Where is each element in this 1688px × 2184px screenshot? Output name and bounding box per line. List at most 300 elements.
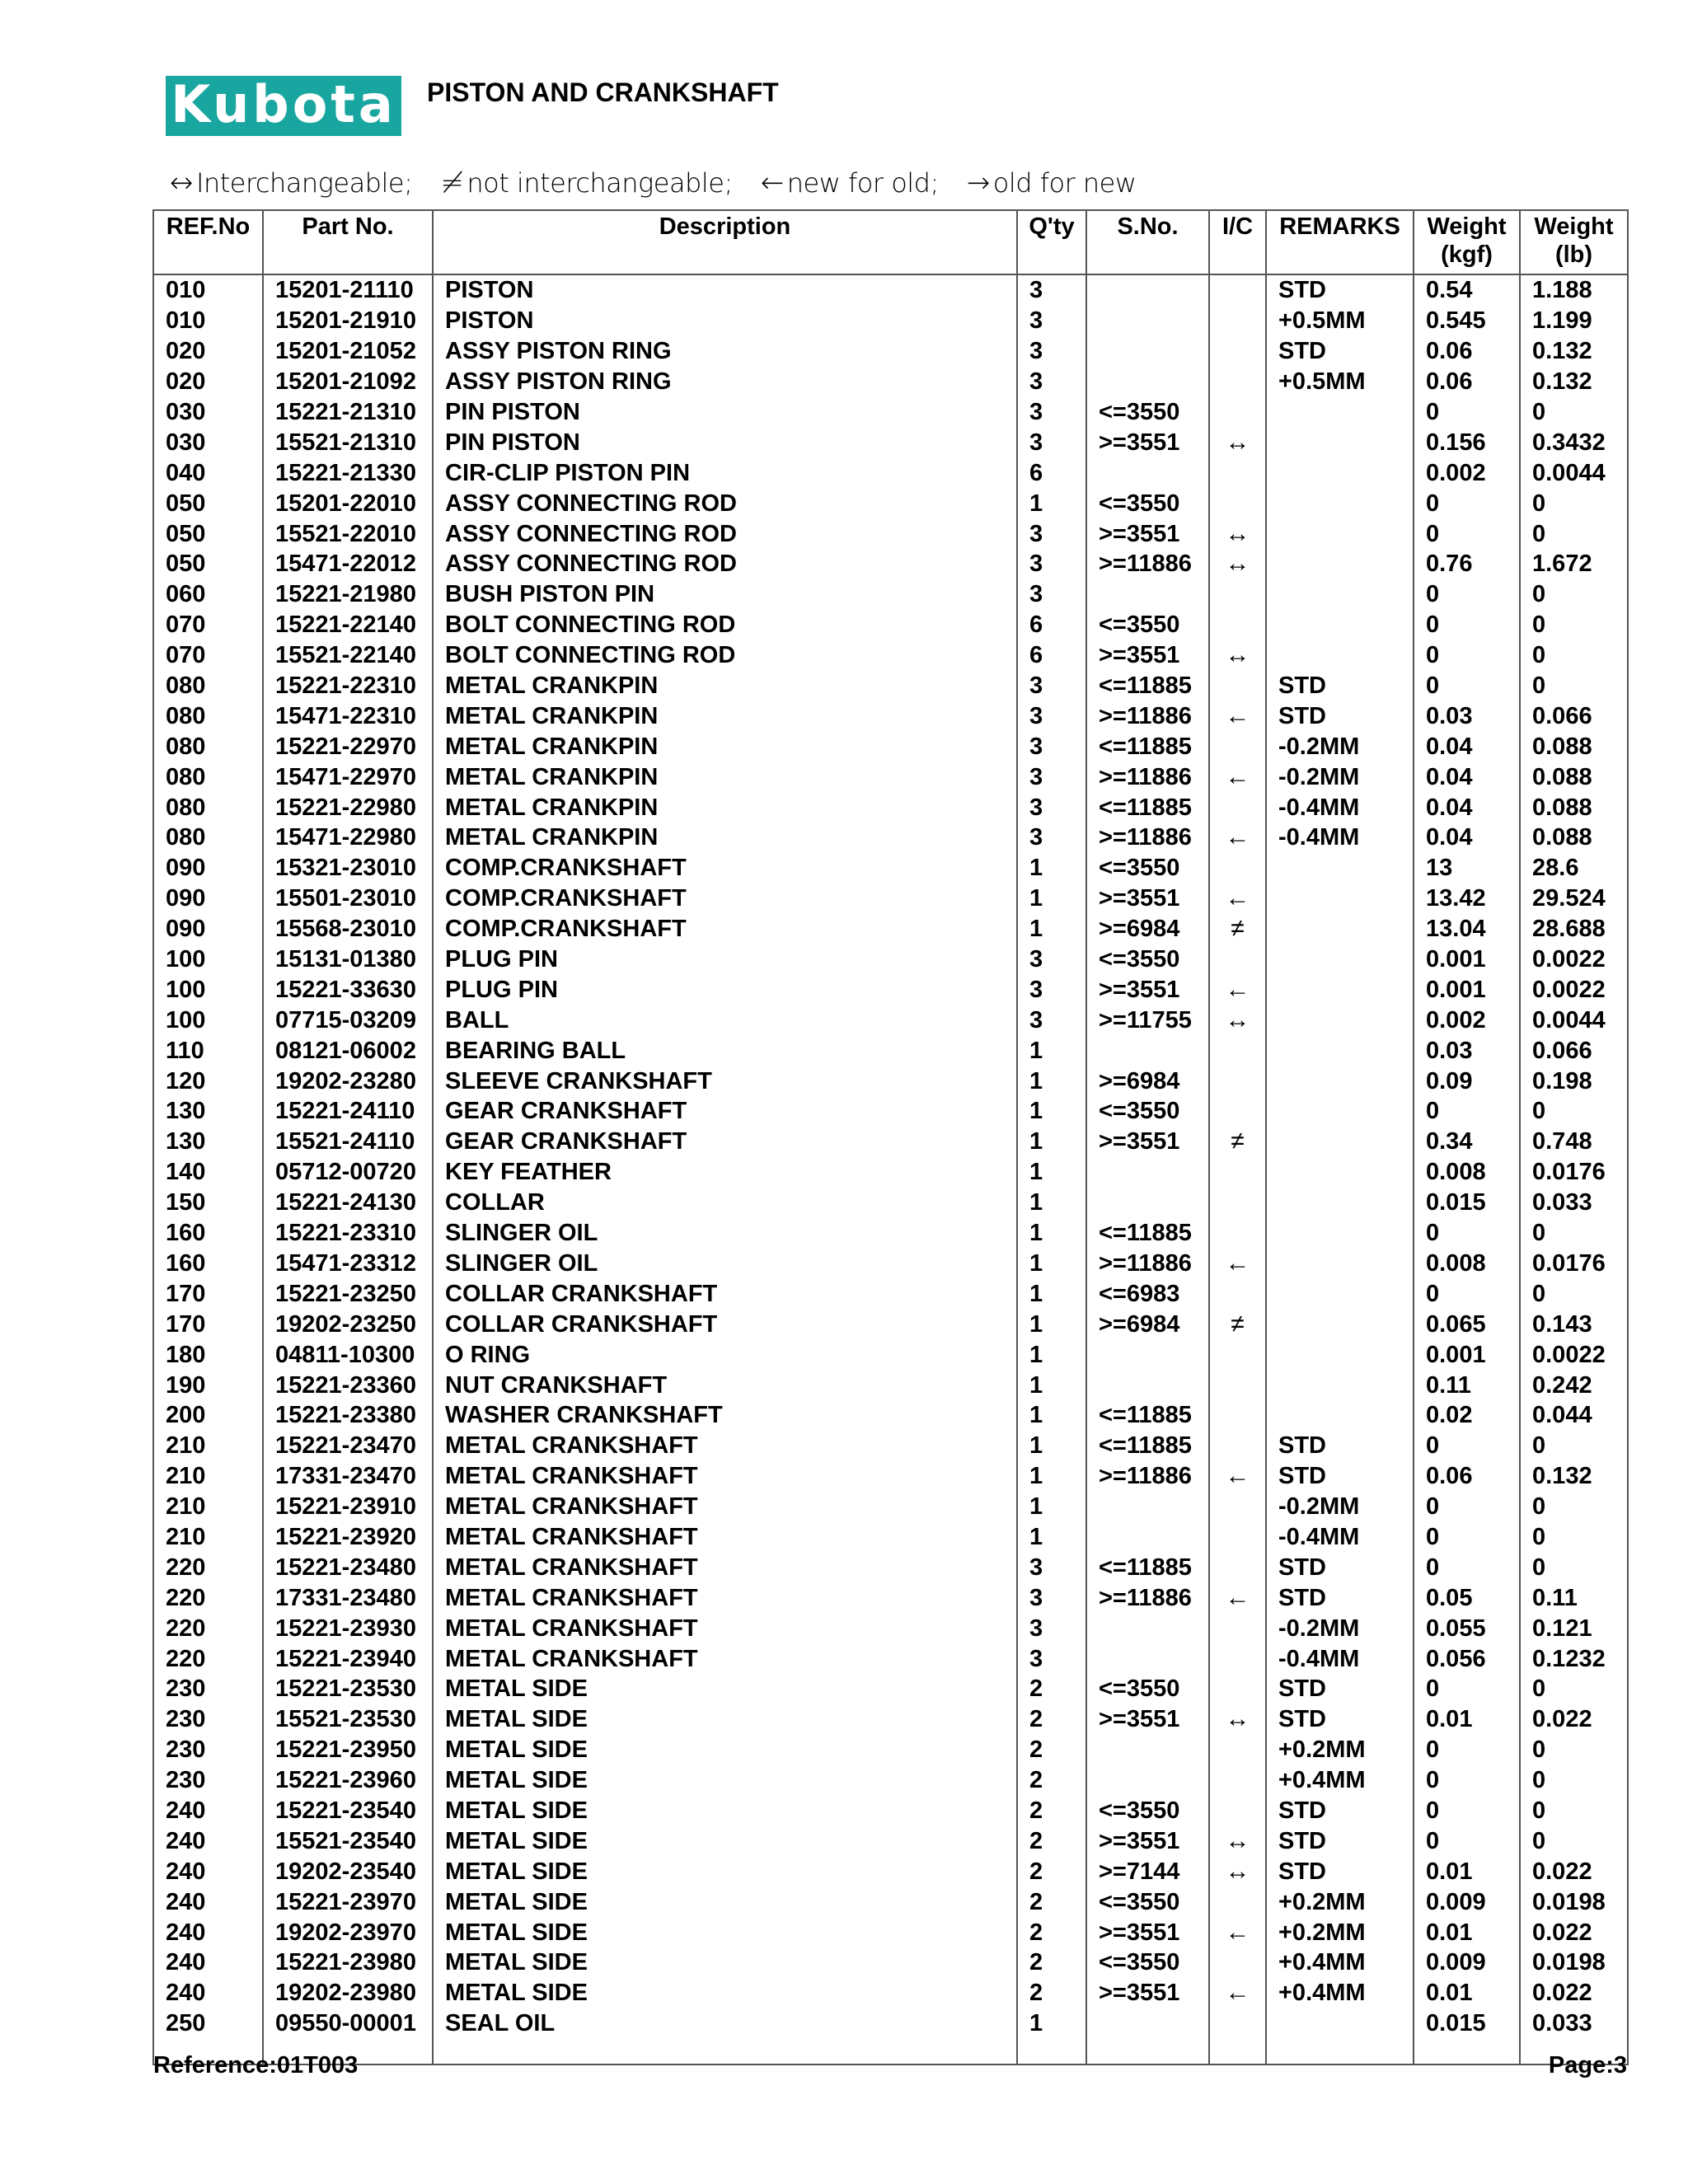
cell-weight-lb: 0	[1520, 1825, 1628, 1856]
cell-weight-lb: 0.3432	[1520, 427, 1628, 457]
cell-qty: 1	[1017, 1370, 1086, 1400]
cell-ref-no: 090	[153, 883, 263, 914]
cell-remarks	[1266, 579, 1414, 610]
cell-remarks: -0.4MM	[1266, 1643, 1414, 1674]
cell-part-no: 15221-22980	[263, 792, 433, 823]
table-row	[153, 518, 1628, 549]
cell-serial-no: >=11886	[1086, 549, 1209, 579]
cell-weight-kgf: 0.01	[1414, 1856, 1520, 1886]
cell-part-no: 15131-01380	[263, 944, 433, 975]
cell-description: GEAR CRANKSHAFT	[433, 1127, 1017, 1157]
cell-qty: 2	[1017, 1886, 1086, 1917]
cell-part-no: 15201-22010	[263, 488, 433, 518]
cell-ref-no: 100	[153, 974, 263, 1005]
cell-qty: 3	[1017, 762, 1086, 792]
cell-remarks: STD	[1266, 701, 1414, 731]
cell-ic	[1209, 579, 1266, 610]
cell-qty: 2	[1017, 1674, 1086, 1704]
table-row	[153, 1035, 1628, 1066]
cell-serial-no: >=3551	[1086, 1917, 1209, 1947]
cell-qty: 1	[1017, 1066, 1086, 1096]
cell-part-no: 19202-23280	[263, 1066, 433, 1096]
cell-ic: ←	[1209, 1917, 1266, 1947]
cell-serial-no: >=11886	[1086, 823, 1209, 853]
cell-remarks: +0.5MM	[1266, 367, 1414, 397]
table-row	[153, 1917, 1628, 1947]
table-row	[153, 1735, 1628, 1765]
cell-weight-lb: 0	[1520, 488, 1628, 518]
cell-description: BUSH PISTON PIN	[433, 579, 1017, 610]
cell-ic	[1209, 1278, 1266, 1309]
cell-ref-no: 130	[153, 1096, 263, 1127]
cell-remarks: +0.5MM	[1266, 306, 1414, 336]
cell-weight-lb: 0	[1520, 671, 1628, 701]
cell-ref-no: 240	[153, 1825, 263, 1856]
cell-ic	[1209, 1157, 1266, 1188]
table-row	[153, 1278, 1628, 1309]
cell-ref-no: 160	[153, 1218, 263, 1249]
cell-part-no: 09550-00001	[263, 2008, 433, 2039]
cell-weight-kgf: 0.04	[1414, 731, 1520, 762]
cell-weight-kgf: 0.015	[1414, 2008, 1520, 2039]
cell-description: GEAR CRANKSHAFT	[433, 1096, 1017, 1127]
cell-part-no: 15221-23980	[263, 1947, 433, 1978]
cell-part-no: 15221-24110	[263, 1096, 433, 1127]
cell-part-no: 07715-03209	[263, 1005, 433, 1035]
filler-cell	[1209, 2039, 1266, 2064]
cell-ref-no: 070	[153, 640, 263, 671]
cell-serial-no: <=3550	[1086, 1886, 1209, 1917]
cell-weight-lb: 0	[1520, 1218, 1628, 1249]
cell-description: METAL SIDE	[433, 1765, 1017, 1796]
cell-part-no: 15221-22310	[263, 671, 433, 701]
cell-remarks	[1266, 853, 1414, 883]
cell-weight-lb: 0.066	[1520, 701, 1628, 731]
cell-ic: ↔	[1209, 1704, 1266, 1735]
cell-ref-no: 100	[153, 944, 263, 975]
cell-weight-kgf: 0.009	[1414, 1947, 1520, 1978]
cell-qty: 3	[1017, 731, 1086, 762]
table-row	[153, 1856, 1628, 1886]
cell-weight-kgf: 0.76	[1414, 549, 1520, 579]
cell-weight-lb: 0.088	[1520, 762, 1628, 792]
cell-description: METAL SIDE	[433, 1796, 1017, 1826]
cell-part-no: 15521-23530	[263, 1704, 433, 1735]
table-row	[153, 1005, 1628, 1035]
cell-ref-no: 130	[153, 1127, 263, 1157]
cell-remarks	[1266, 1278, 1414, 1309]
column-header-ic: I/C	[1209, 210, 1266, 274]
cell-part-no: 15221-23480	[263, 1552, 433, 1582]
cell-part-no: 15221-23920	[263, 1522, 433, 1553]
cell-weight-lb: 0	[1520, 1431, 1628, 1461]
cell-ref-no: 230	[153, 1765, 263, 1796]
cell-weight-lb: 0.088	[1520, 731, 1628, 762]
cell-ic	[1209, 1492, 1266, 1522]
cell-qty: 1	[1017, 1218, 1086, 1249]
table-filler-row	[153, 2039, 1628, 2064]
cell-ref-no: 080	[153, 701, 263, 731]
cell-weight-lb: 0.1232	[1520, 1643, 1628, 1674]
cell-remarks	[1266, 1218, 1414, 1249]
cell-ic: ↔	[1209, 549, 1266, 579]
cell-ic: ↔	[1209, 1856, 1266, 1886]
cell-description: PLUG PIN	[433, 974, 1017, 1005]
cell-serial-no	[1086, 367, 1209, 397]
cell-part-no: 15521-21310	[263, 427, 433, 457]
cell-qty: 3	[1017, 1613, 1086, 1643]
cell-ref-no: 160	[153, 1249, 263, 1279]
cell-ic	[1209, 1370, 1266, 1400]
cell-remarks	[1266, 944, 1414, 975]
cell-weight-kgf: 0.03	[1414, 701, 1520, 731]
cell-weight-kgf: 0.156	[1414, 427, 1520, 457]
cell-ic	[1209, 274, 1266, 306]
cell-ref-no: 120	[153, 1066, 263, 1096]
cell-ic	[1209, 1218, 1266, 1249]
cell-qty: 1	[1017, 853, 1086, 883]
table-row	[153, 1947, 1628, 1978]
cell-weight-kgf: 0.06	[1414, 1461, 1520, 1492]
cell-remarks	[1266, 914, 1414, 944]
cell-part-no: 15521-22010	[263, 518, 433, 549]
cell-remarks	[1266, 1339, 1414, 1370]
table-row	[153, 336, 1628, 367]
cell-part-no: 15521-22140	[263, 640, 433, 671]
cell-weight-lb: 0	[1520, 640, 1628, 671]
cell-remarks	[1266, 1066, 1414, 1096]
cell-weight-lb: 0.0044	[1520, 1005, 1628, 1035]
cell-qty: 2	[1017, 1978, 1086, 2008]
cell-ref-no: 080	[153, 792, 263, 823]
cell-serial-no: <=11885	[1086, 1218, 1209, 1249]
cell-serial-no: >=11886	[1086, 762, 1209, 792]
cell-weight-kgf: 0.008	[1414, 1249, 1520, 1279]
cell-part-no: 15201-21092	[263, 367, 433, 397]
cell-description: PLUG PIN	[433, 944, 1017, 975]
cell-qty: 1	[1017, 1096, 1086, 1127]
cell-description: METAL CRANKPIN	[433, 701, 1017, 731]
cell-qty: 3	[1017, 274, 1086, 306]
cell-serial-no	[1086, 1370, 1209, 1400]
cell-ic	[1209, 397, 1266, 428]
cell-ic: ↔	[1209, 1825, 1266, 1856]
cell-description: METAL CRANKSHAFT	[433, 1552, 1017, 1582]
cell-part-no: 15221-21310	[263, 397, 433, 428]
table-row	[153, 1765, 1628, 1796]
cell-description: PIN PISTON	[433, 397, 1017, 428]
cell-weight-lb: 0.198	[1520, 1066, 1628, 1096]
right-arrow-icon: →	[966, 166, 990, 199]
cell-qty: 1	[1017, 883, 1086, 914]
cell-remarks	[1266, 1249, 1414, 1279]
cell-weight-lb: 0.121	[1520, 1613, 1628, 1643]
cell-qty: 3	[1017, 367, 1086, 397]
cell-weight-kgf: 0.03	[1414, 1035, 1520, 1066]
cell-qty: 1	[1017, 1492, 1086, 1522]
cell-weight-kgf: 0.545	[1414, 306, 1520, 336]
cell-weight-kgf: 0	[1414, 1492, 1520, 1522]
cell-weight-lb: 0.022	[1520, 1704, 1628, 1735]
cell-weight-lb: 0.0176	[1520, 1157, 1628, 1188]
cell-weight-lb: 0	[1520, 1096, 1628, 1127]
cell-serial-no	[1086, 306, 1209, 336]
cell-remarks: STD	[1266, 1796, 1414, 1826]
column-header-part-no: Part No.	[263, 210, 433, 274]
cell-description: COLLAR	[433, 1188, 1017, 1218]
cell-qty: 1	[1017, 914, 1086, 944]
cell-weight-kgf: 0.06	[1414, 336, 1520, 367]
cell-weight-lb: 0.033	[1520, 2008, 1628, 2039]
table-row	[153, 1674, 1628, 1704]
cell-description: NUT CRANKSHAFT	[433, 1370, 1017, 1400]
cell-serial-no: <=3550	[1086, 610, 1209, 640]
cell-description: METAL SIDE	[433, 1917, 1017, 1947]
cell-qty: 2	[1017, 1917, 1086, 1947]
cell-qty: 1	[1017, 1339, 1086, 1370]
cell-weight-kgf: 0.04	[1414, 792, 1520, 823]
cell-ref-no: 240	[153, 1886, 263, 1917]
cell-ref-no: 240	[153, 1947, 263, 1978]
cell-remarks	[1266, 1005, 1414, 1035]
cell-qty: 3	[1017, 1643, 1086, 1674]
cell-serial-no: <=11885	[1086, 1431, 1209, 1461]
cell-part-no: 15221-23930	[263, 1613, 433, 1643]
cell-ic	[1209, 1552, 1266, 1582]
cell-ic	[1209, 1035, 1266, 1066]
cell-weight-lb: 0.242	[1520, 1370, 1628, 1400]
cell-remarks	[1266, 518, 1414, 549]
column-header-ref-no: REF.No	[153, 210, 263, 274]
cell-ic: ←	[1209, 823, 1266, 853]
cell-part-no: 19202-23980	[263, 1978, 433, 2008]
cell-part-no: 04811-10300	[263, 1339, 433, 1370]
cell-part-no: 15221-23540	[263, 1796, 433, 1826]
cell-weight-lb: 0	[1520, 1735, 1628, 1765]
cell-remarks: -0.4MM	[1266, 792, 1414, 823]
cell-description: KEY FEATHER	[433, 1157, 1017, 1188]
cell-weight-kgf: 0.001	[1414, 974, 1520, 1005]
cell-part-no: 15221-23910	[263, 1492, 433, 1522]
table-row	[153, 579, 1628, 610]
cell-qty: 3	[1017, 823, 1086, 853]
cell-ic	[1209, 731, 1266, 762]
cell-ic	[1209, 671, 1266, 701]
table-row	[153, 1643, 1628, 1674]
cell-part-no: 15471-23312	[263, 1249, 433, 1279]
cell-description: METAL CRANKSHAFT	[433, 1582, 1017, 1613]
cell-part-no: 15221-21330	[263, 457, 433, 488]
cell-part-no: 15221-23310	[263, 1218, 433, 1249]
cell-ref-no: 030	[153, 397, 263, 428]
cell-description: COLLAR CRANKSHAFT	[433, 1309, 1017, 1339]
cell-qty: 1	[1017, 1461, 1086, 1492]
cell-weight-kgf: 0	[1414, 1825, 1520, 1856]
cell-qty: 3	[1017, 427, 1086, 457]
legend-not-interchangeable: ≠ not interchangeable;	[440, 166, 733, 199]
cell-description: METAL CRANKPIN	[433, 731, 1017, 762]
cell-qty: 2	[1017, 1947, 1086, 1978]
cell-remarks: STD	[1266, 671, 1414, 701]
cell-weight-lb: 0.088	[1520, 823, 1628, 853]
cell-remarks: STD	[1266, 1704, 1414, 1735]
cell-qty: 1	[1017, 1249, 1086, 1279]
cell-part-no: 15221-23530	[263, 1674, 433, 1704]
cell-ref-no: 220	[153, 1582, 263, 1613]
cell-qty: 2	[1017, 1765, 1086, 1796]
cell-description: METAL SIDE	[433, 1886, 1017, 1917]
cell-part-no: 15221-23950	[263, 1735, 433, 1765]
cell-remarks: +0.2MM	[1266, 1917, 1414, 1947]
table-row	[153, 306, 1628, 336]
cell-ic: ←	[1209, 762, 1266, 792]
cell-weight-kgf: 0.04	[1414, 823, 1520, 853]
reference-code: Reference:01T003	[153, 2052, 359, 2079]
cell-ic	[1209, 1886, 1266, 1917]
cell-weight-kgf: 0	[1414, 1796, 1520, 1826]
cell-remarks: STD	[1266, 1856, 1414, 1886]
cell-description: METAL SIDE	[433, 1704, 1017, 1735]
cell-ic: ←	[1209, 1249, 1266, 1279]
cell-serial-no: <=11885	[1086, 1400, 1209, 1431]
cell-description: COLLAR CRANKSHAFT	[433, 1278, 1017, 1309]
cell-part-no: 15568-23010	[263, 914, 433, 944]
cell-remarks: STD	[1266, 1582, 1414, 1613]
cell-weight-lb: 28.6	[1520, 853, 1628, 883]
cell-ref-no: 010	[153, 306, 263, 336]
cell-serial-no: <=3550	[1086, 488, 1209, 518]
cell-ref-no: 090	[153, 914, 263, 944]
cell-serial-no	[1086, 1643, 1209, 1674]
cell-part-no: 15221-23960	[263, 1765, 433, 1796]
cell-ref-no: 220	[153, 1613, 263, 1643]
cell-ref-no: 170	[153, 1278, 263, 1309]
cell-weight-lb: 0.132	[1520, 336, 1628, 367]
cell-weight-lb: 0.022	[1520, 1917, 1628, 1947]
cell-weight-kgf: 0.04	[1414, 762, 1520, 792]
cell-qty: 3	[1017, 397, 1086, 428]
cell-qty: 3	[1017, 549, 1086, 579]
cell-description: METAL SIDE	[433, 1856, 1017, 1886]
table-row	[153, 1552, 1628, 1582]
cell-qty: 3	[1017, 518, 1086, 549]
cell-serial-no: <=3550	[1086, 944, 1209, 975]
cell-remarks	[1266, 640, 1414, 671]
cell-remarks	[1266, 397, 1414, 428]
cell-ic: ↔	[1209, 640, 1266, 671]
cell-remarks	[1266, 1188, 1414, 1218]
cell-part-no: 15221-23940	[263, 1643, 433, 1674]
cell-weight-kgf: 0.009	[1414, 1886, 1520, 1917]
cell-serial-no: >=3551	[1086, 427, 1209, 457]
cell-weight-lb: 0.0022	[1520, 974, 1628, 1005]
cell-qty: 3	[1017, 701, 1086, 731]
cell-ref-no: 070	[153, 610, 263, 640]
table-row	[153, 701, 1628, 731]
table-row	[153, 1066, 1628, 1096]
cell-remarks: -0.2MM	[1266, 731, 1414, 762]
cell-qty: 3	[1017, 1005, 1086, 1035]
table-row	[153, 853, 1628, 883]
cell-ic	[1209, 1066, 1266, 1096]
table-row	[153, 1218, 1628, 1249]
cell-weight-lb: 0.044	[1520, 1400, 1628, 1431]
cell-description: PISTON	[433, 306, 1017, 336]
cell-qty: 2	[1017, 1704, 1086, 1735]
cell-weight-kgf: 0	[1414, 1218, 1520, 1249]
cell-remarks	[1266, 549, 1414, 579]
cell-part-no: 19202-23540	[263, 1856, 433, 1886]
cell-qty: 3	[1017, 1552, 1086, 1582]
cell-remarks: STD	[1266, 336, 1414, 367]
cell-description: ASSY CONNECTING ROD	[433, 518, 1017, 549]
cell-qty: 3	[1017, 1582, 1086, 1613]
cell-remarks	[1266, 1370, 1414, 1400]
filler-cell	[433, 2039, 1017, 2064]
cell-ic: ≠	[1209, 914, 1266, 944]
legend-new-for-old: ← new for old;	[760, 166, 939, 199]
cell-ic	[1209, 1947, 1266, 1978]
cell-weight-kgf: 0.11	[1414, 1370, 1520, 1400]
cell-weight-kgf: 0	[1414, 1735, 1520, 1765]
cell-serial-no: <=3550	[1086, 1796, 1209, 1826]
cell-weight-kgf: 0	[1414, 1431, 1520, 1461]
cell-description: CIR-CLIP PISTON PIN	[433, 457, 1017, 488]
cell-remarks: -0.4MM	[1266, 1522, 1414, 1553]
cell-weight-kgf: 0.056	[1414, 1643, 1520, 1674]
cell-ic	[1209, 367, 1266, 397]
cell-weight-kgf: 0	[1414, 1552, 1520, 1582]
cell-weight-lb: 0.11	[1520, 1582, 1628, 1613]
left-arrow-icon: ←	[760, 166, 784, 199]
cell-serial-no	[1086, 1613, 1209, 1643]
cell-description: SLINGER OIL	[433, 1218, 1017, 1249]
cell-ic: ↔	[1209, 1005, 1266, 1035]
cell-remarks	[1266, 1400, 1414, 1431]
cell-qty: 6	[1017, 610, 1086, 640]
cell-weight-kgf: 0.54	[1414, 274, 1520, 306]
cell-description: METAL SIDE	[433, 1978, 1017, 2008]
cell-weight-kgf: 0	[1414, 397, 1520, 428]
table-row	[153, 1582, 1628, 1613]
table-row	[153, 1339, 1628, 1370]
cell-serial-no: <=11885	[1086, 671, 1209, 701]
cell-description: METAL SIDE	[433, 1674, 1017, 1704]
cell-qty: 1	[1017, 1522, 1086, 1553]
cell-part-no: 15221-23380	[263, 1400, 433, 1431]
table-row	[153, 1492, 1628, 1522]
column-header-serial-no: S.No.	[1086, 210, 1209, 274]
cell-weight-lb: 0	[1520, 518, 1628, 549]
column-header-weight-lb: Weight (lb)	[1520, 210, 1628, 274]
cell-description: METAL CRANKPIN	[433, 792, 1017, 823]
cell-qty: 3	[1017, 671, 1086, 701]
cell-weight-lb: 0.132	[1520, 367, 1628, 397]
cell-ref-no: 250	[153, 2008, 263, 2039]
cell-part-no: 15201-21910	[263, 306, 433, 336]
cell-weight-kgf: 0.01	[1414, 1978, 1520, 2008]
cell-ref-no: 230	[153, 1735, 263, 1765]
cell-ic	[1209, 1796, 1266, 1826]
cell-ref-no: 170	[153, 1309, 263, 1339]
cell-description: COMP.CRANKSHAFT	[433, 914, 1017, 944]
cell-weight-kgf: 0	[1414, 671, 1520, 701]
cell-serial-no: <=11885	[1086, 1552, 1209, 1582]
table-row	[153, 944, 1628, 975]
cell-remarks	[1266, 974, 1414, 1005]
cell-serial-no: <=11885	[1086, 731, 1209, 762]
table-row	[153, 397, 1628, 428]
